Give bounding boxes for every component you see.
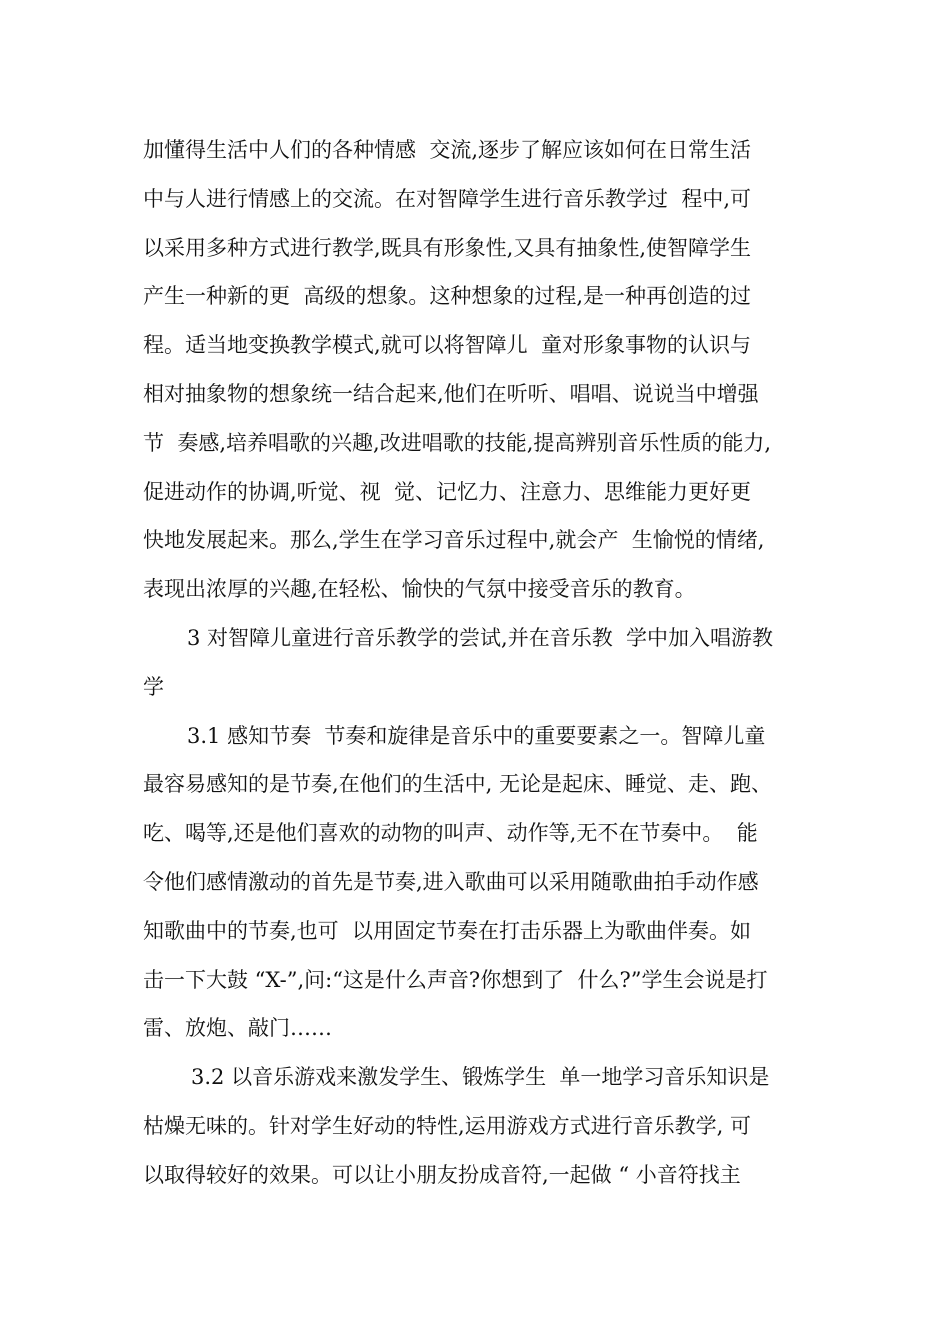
document-body <box>143 126 823 1200</box>
text-line: 令他们感情激动的首先是节奏,进入歌曲可以采用随歌曲拍手动作感 <box>143 869 759 894</box>
text-line: 雷、放炮、敲门…… <box>143 1016 332 1041</box>
text-line: 相对抽象物的想象统一结合起来,他们在听听、唱唱、说说当中增强 <box>143 381 759 406</box>
text-line: 击一下大鼓 “X-”,问:“这是什么声音?你想到了 什么?”学生会说是打 <box>143 967 768 992</box>
subsection-paragraph-start: 3.2 以音乐游戏来激发学生、锻炼学生 单一地学习音乐知识是 <box>191 1065 770 1090</box>
text-line: 表现出浓厚的兴趣,在轻松、愉快的气氛中接受音乐的教育。 <box>143 577 696 602</box>
text-line: 以采用多种方式进行教学,既具有形象性,又具有抽象性,使智障学生 <box>143 235 752 260</box>
text-line: 加懂得生活中人们的各种情感 交流,逐步了解应该如何在日常生活 <box>143 138 752 162</box>
text-line: 学 <box>143 674 164 699</box>
text-line: 产生一种新的更 高级的想象。这种想象的过程,是一种再创造的过 <box>143 284 752 309</box>
text-line: 吃、喝等,还是他们喜欢的动物的叫声、动作等,无不在节奏中。 能 <box>143 821 758 846</box>
text-line: 中与人进行情感上的交流。在对智障学生进行音乐教学过 程中,可 <box>143 186 752 211</box>
text-line: 促进动作的协调,听觉、视 觉、记忆力、注意力、思维能力更好更 <box>143 479 752 504</box>
text-line: 快地发展起来。那么,学生在学习音乐过程中,就会产 生愉悦的情绪, <box>143 528 765 553</box>
text-line: 知歌曲中的节奏,也可 以用固定节奏在打击乐器上为歌曲伴奏。如 <box>143 918 752 943</box>
subsection-paragraph-start: 3.1 感知节奏 节奏和旋律是音乐中的重要要素之一。智障儿童 <box>187 723 766 748</box>
text-line: 枯燥无味的。针对学生好动的特性,运用游戏方式进行音乐教学, 可 <box>143 1113 752 1138</box>
text-line: 节 奏感,培养唱歌的兴趣,改进唱歌的技能,提高辨别音乐性质的能力, <box>143 430 772 455</box>
section-heading: 3 对智障儿童进行音乐教学的尝试,并在音乐教 学中加入唱游教 <box>187 625 774 650</box>
text-line: 程。适当地变换教学模式,就可以将智障儿 童对形象事物的认识与 <box>143 333 752 358</box>
text-line: 以取得较好的效果。可以让小朋友扮成音符,一起做 “ 小音符找主 <box>143 1162 741 1187</box>
text-line: 最容易感知的是节奏,在他们的生活中, 无论是起床、睡觉、走、跑、 <box>143 772 773 797</box>
